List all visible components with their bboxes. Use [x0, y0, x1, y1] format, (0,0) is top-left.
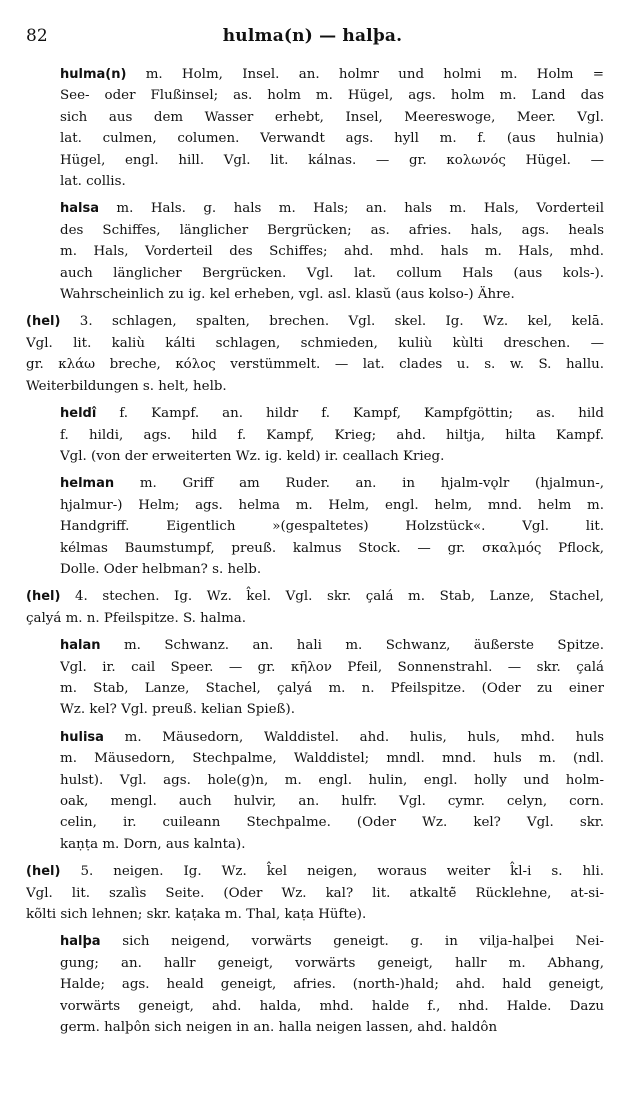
entry-line [26, 586, 604, 607]
entry-text: Wz. kel? Vgl. preuß. kelian Spieß). [60, 702, 295, 718]
entry-text: m. Schwanz. an. hali m. Schwanz, äußerste Spitze. [100, 638, 604, 654]
entry-text: See- oder Flußinsel; as. holm m. Hügel, ags. holm m. Land das [60, 88, 604, 104]
entry-line [60, 834, 604, 855]
entry-line [26, 608, 604, 629]
entry-line [26, 861, 604, 882]
entry-line [60, 284, 604, 305]
entry-text: Handgriff. Eigentlich »(gespaltetes) Holzstück«. Vgl. lit. [60, 519, 604, 535]
entry-text: m. Holm, Insel. an. holmr und holmi m. Holm = [126, 67, 604, 82]
entry-line [60, 931, 604, 952]
entry-text: m. Hals. g. hals m. Hals; an. hals m. Hals, Vorderteil [99, 201, 604, 217]
entry-text: vorwärts geneigt, ahd. halda, mhd. halde f., nhd. Halde. Dazu [60, 998, 604, 1014]
entry-line [60, 791, 604, 812]
entry-line [60, 1017, 604, 1038]
entry-line [60, 812, 604, 833]
entry-text: m. Mäusedorn, Walddistel. ahd. hulis, huls, mhd. huls [103, 729, 604, 745]
entry-line [26, 354, 604, 375]
headword: halþa [60, 934, 101, 950]
dictionary-entry [26, 403, 604, 467]
entry-line [26, 333, 604, 354]
entry-text: 3. schlagen, spalten, brechen. Vgl. skel. Ig. Wz. kel, kelā. [60, 314, 604, 330]
entry-line [60, 516, 604, 537]
entry-text: germ. halþôn sich neigen in an. halla neigen lassen, ahd. haldôn [60, 1020, 498, 1036]
entry-line [60, 473, 604, 494]
dictionary-entry [26, 635, 604, 721]
entry-text: gung; an. hallr geneigt, vorwärts geneigt, hallr m. Abhang, [60, 955, 604, 971]
page-number: 82 [26, 26, 48, 46]
entry-line [60, 263, 604, 284]
entry-text: f. hildi, ags. hild f. Kampf, Krieg; ahd. hiltja, hilta Kampf. [60, 427, 604, 443]
root-entry [26, 586, 604, 629]
root-entry [26, 861, 604, 925]
entry-text: Weiterbildungen s. helt, helb. [26, 378, 227, 394]
entry-line [60, 241, 604, 262]
entry-line [60, 538, 604, 559]
entry-text: Hügel, engl. hill. Vgl. lit. kálnas. — gr. κολωνός Hügel. — [60, 152, 604, 168]
entry-text: Vgl. ir. cail Speer. — gr. κῆλον Pfeil, Sonnenstrahl. — skr. çalá [60, 659, 604, 675]
entry-line [60, 171, 604, 192]
entry-text: lat. collis. [60, 174, 126, 190]
entry-line [60, 446, 604, 467]
entry-text: çalyá m. n. Pfeilspitze. S. halma. [26, 610, 247, 626]
entry-line [60, 150, 604, 171]
entry-line [60, 403, 604, 424]
headword: heldî [60, 406, 97, 422]
entry-line [60, 635, 604, 656]
entry-line [60, 678, 604, 699]
root-headword: (hel) [26, 314, 61, 330]
entries-column [26, 64, 604, 1044]
running-head: hulma(n) — halþa. [222, 26, 403, 46]
entry-line [60, 128, 604, 149]
root-headword: (hel) [26, 864, 61, 880]
entry-text: oak, mengl. auch hulvir, an. hulfr. Vgl. cymr. celyn, corn. [60, 794, 604, 809]
entry-line [26, 904, 604, 925]
entry-text: Dolle. Oder helbman? s. helb. [60, 561, 262, 577]
entry-text: Vgl. (von der erweiterten Wz. ig. keld) ir. ceallach Krieg. [60, 448, 445, 464]
entry-text: lat. culmen, columen. Verwandt ags. hyll m. f. (aus hulnia) [60, 131, 604, 147]
headword: hulisa [60, 729, 104, 745]
headword: hulma(n) [60, 67, 127, 82]
entry-text: kélmas Baumstumpf, preuß. kalmus Stock. — gr. σκαλμός Pflock, [60, 540, 604, 556]
entry-line [60, 64, 604, 85]
entry-text: kaṇṭa m. Dorn, aus kalnta). [60, 836, 246, 852]
entry-line [60, 657, 604, 678]
dictionary-entry [26, 727, 604, 855]
entry-line [60, 107, 604, 128]
entry-line [26, 311, 604, 332]
entry-text: f. Kampf. an. hildr f. Kampf, Kampfgöttin; as. hild [96, 406, 604, 422]
entry-text: m. Mäusedorn, Stechpalme, Walddistel; mndl. mnd. huls m. (ndl. [60, 751, 604, 767]
entry-text: 5. neigen. Ig. Wz. k̂el neigen, woraus weiter k̂l-i s. hli. [60, 864, 604, 880]
entry-text: m. Hals, Vorderteil des Schiffes; ahd. mhd. hals m. Hals, mhd. [60, 244, 604, 260]
headword: halan [60, 638, 101, 654]
entry-line [60, 974, 604, 995]
root-entry [26, 311, 604, 397]
entry-text: Vgl. lit. kaliù kálti schlagen, schmieden, kuliù kùlti dreschen. — [26, 335, 604, 351]
dictionary-entry [26, 198, 604, 305]
entry-text: Halde; ags. heald geneigt, afries. (north-)hald; ahd. hald geneigt, [60, 977, 604, 993]
entry-text: sich neigend, vorwärts geneigt. g. in vilja-halþei Nei- [100, 934, 604, 950]
dictionary-entry [26, 931, 604, 1038]
entry-line [60, 727, 604, 748]
dictionary-entry [26, 473, 604, 580]
entry-text: Vgl. lit. szalìs Seite. (Oder Wz. kal? lit. atkaltė̃ Rücklehne, at-si- [26, 885, 604, 901]
headword: helman [60, 476, 115, 492]
entry-text: celin, ir. cuileann Stechpalme. (Oder Wz. kel? Vgl. skr. [60, 815, 604, 831]
entry-line [26, 883, 604, 904]
entry-line [60, 425, 604, 446]
entry-text: sich aus dem Wasser erhebt, Insel, Meereswoge, Meer. Vgl. [60, 109, 604, 125]
entry-line [26, 376, 604, 397]
entry-text: hjalmur-) Helm; ags. helma m. Helm, engl. helm, mnd. helm m. [60, 497, 604, 513]
entry-text: des Schiffes, länglicher Bergrücken; as. afries. hals, ags. heals [60, 222, 604, 238]
root-headword: (hel) [26, 589, 61, 605]
entry-line [60, 996, 604, 1017]
entry-line [60, 495, 604, 516]
entry-text: gr. κλάω breche, κόλος verstümmelt. — lat. clades u. s. w. S. hallu. [26, 357, 604, 373]
entry-text: auch länglicher Bergrücken. Vgl. lat. collum Hals (aus kols-). [60, 265, 604, 281]
entry-text: m. Griff am Ruder. an. in hjalm-vǫlr (hjalmun-, [114, 476, 604, 492]
entry-line [60, 953, 604, 974]
entry-line [60, 198, 604, 219]
entry-line [60, 770, 604, 791]
entry-text: Wahrscheinlich zu ig. kel erheben, vgl. asl. klasŭ (aus kolso-) Ähre. [60, 287, 515, 303]
dictionary-entry [26, 64, 604, 192]
entry-line [60, 559, 604, 580]
entry-line [60, 699, 604, 720]
page-header [26, 26, 599, 50]
entry-line [60, 85, 604, 106]
entry-text: 4. stechen. Ig. Wz. k̂el. Vgl. skr. çalá m. Stab, Lanze, Stachel, [60, 589, 604, 605]
entry-line [60, 220, 604, 241]
entry-text: m. Stab, Lanze, Stachel, çalyá m. n. Pfeilspitze. (Oder zu einer [60, 680, 604, 696]
headword: halsa [60, 201, 99, 217]
entry-text: hulst). Vgl. ags. hole(g)n, m. engl. hulin, engl. holly und holm- [60, 772, 604, 788]
entry-line [60, 748, 604, 769]
entry-text: kõlti sich lehnen; skr. kaṭaka m. Thal, kaṭa Hüfte). [26, 907, 367, 923]
